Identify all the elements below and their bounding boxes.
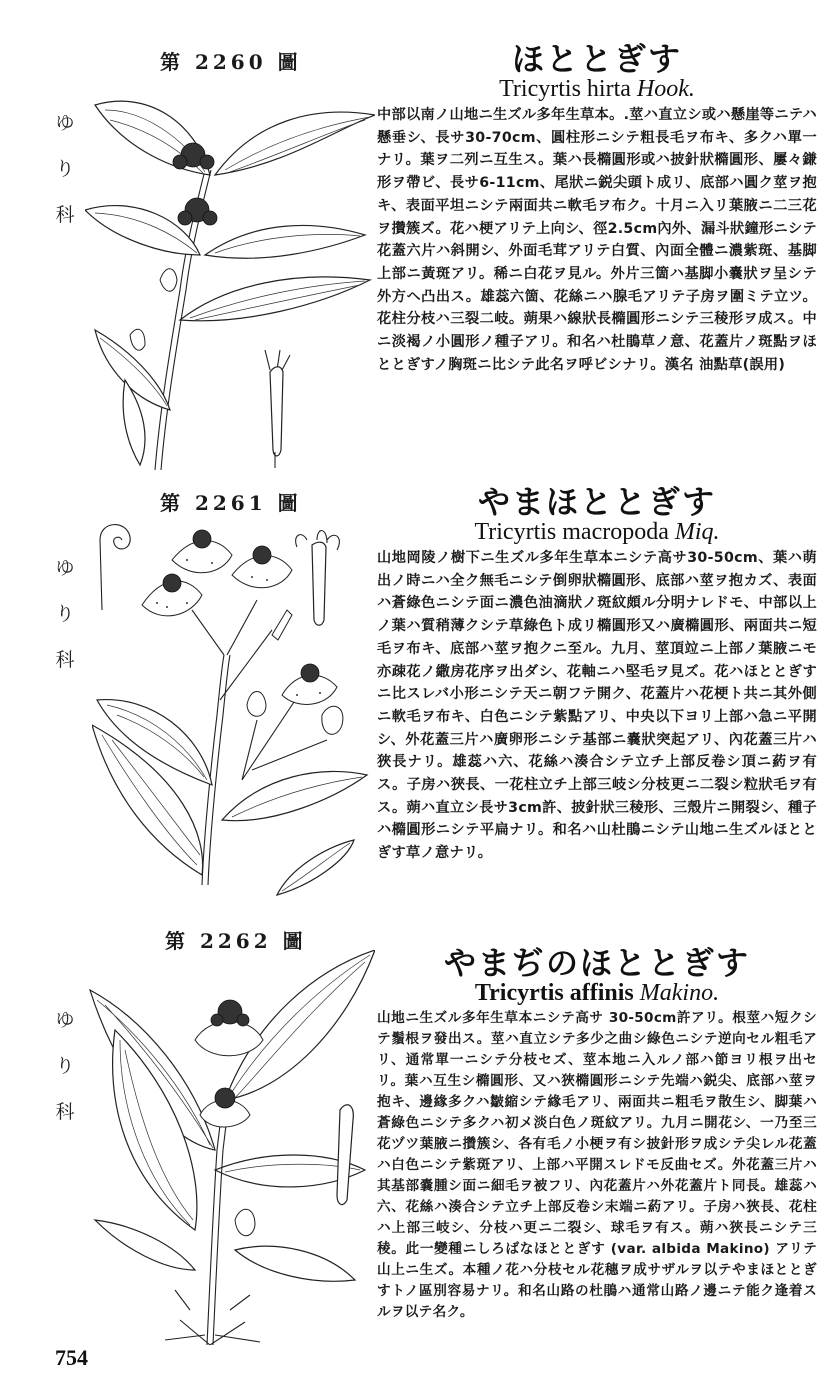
family-label: ゆ り 科	[55, 112, 75, 226]
genus-species: Tricyrtis macropoda	[474, 519, 669, 545]
illustration-tricyrtis-hirta	[85, 80, 375, 475]
figure-label: 第 2261 圖	[160, 491, 302, 515]
scientific-name	[377, 980, 817, 1006]
japanese-name: ほととぎす	[511, 40, 682, 78]
genus-species: Tricyrtis affinis	[474, 980, 634, 1006]
description: 山地岡陵ノ樹下ニ生ズル多年生草本ニシテ高サ30-50cm、葉ハ萌出ノ時ニハ全ク無毛ニシテ倒卵狀橢圓形、底部ハ莖ヲ抱カズ、表面ハ蒼綠色ニシテ面ニ濃色油滴狀ノ斑紋頗ル分明ナレドモ、中部以上ノ葉ハ質稍薄クシテ草綠色ト成リ橢圓形又ハ廣橢圓形、兩面共ニ短毛ヲ布キ、底部ハ莖ヲ抱クニ至ル。九月、莖頂竝ニ上部ノ葉腋ニモ亦疎花ノ繖房花序ヲ出ダシ、花軸ニハ堅毛ヲ見ズ。花ハほととぎすニ比スレバ小形ニシテ天ニ朝フテ開ク、花蓋片ハ花梗ト共ニ其外側ニ軟毛ヲ布キ、白色ニシテ紫點アリ、中央以下ヨリ上部ハ急ニ平開シ、外花蓋三片ハ廣卵形ニシテ基部ニ嚢狀突起アリ、內花蓋三片ハ狹長ナリ。雄蕊ハ六、花絲ハ湊合シテ立チ上部反卷シ頂ニ葯ヲ有ス。子房ハ狹長、一花柱立チ上部三岐シ分枝更ニ二裂シ粒狀毛ヲ有ス。蒴ハ直立シ長サ3cm許、披針狀三稜形、三殼片ニ開裂シ、種子ハ橢圓形ニシテ平扁ナリ。和名ハ山杜鵑ニシテ山地ニ生ズルほととぎす草ノ意ナリ。	[377, 550, 817, 862]
author: Makino.	[639, 980, 720, 1006]
family-label: ゆ り 科	[55, 557, 75, 671]
illustration-tricyrtis-affinis	[85, 950, 375, 1345]
japanese-name: やまほととぎす	[477, 483, 716, 521]
figure-label: 第 2262 圖	[165, 929, 307, 953]
scientific-name	[377, 76, 817, 102]
page-number: 754	[55, 1345, 88, 1370]
entry-text	[377, 42, 817, 376]
author: Miq.	[674, 519, 720, 545]
illustration-tricyrtis-macropoda	[92, 515, 372, 900]
author: Hook.	[636, 76, 695, 102]
scientific-name	[377, 519, 817, 545]
genus-species: Tricyrtis hirta	[499, 76, 631, 102]
entry-text	[377, 946, 817, 1323]
description: 中部以南ノ山地ニ生ズル多年生草本。.莖ハ直立シ或ハ懸崖等ニテハ懸垂シ、長サ30-70cm、圓柱形ニシテ粗長毛ヲ布キ、多クハ單一ナリ。葉ヲ二列ニ互生ス。葉ハ長橢圓形或ハ披針狀橢圓形、屢々鎌形ヲ帶ビ、長サ6-11cm、尾狀ニ鋭尖頭ト成リ、底部ハ圓ク莖ヲ抱キ、表面平坦ニシテ兩面共ニ軟毛ヲ布ク。十月ニ入リ葉腋ニ二三花ヲ攢簇ズ。花ハ梗アリテ上向シ、徑2.5cm內外、漏斗狀鐘形ニシテ花蓋六片ハ斜開シ、外面毛茸アリテ白質、內面全體ニ濃紫斑、基脚上部ニ黃斑アリ。稀ニ白花ヲ見ル。外片三箇ハ基脚小嚢狀ヲ呈シテ外方ヘ凸出ス。雄蕊六箇、花絲ニハ腺毛アリテ子房ヲ圍ミテ立ツ。花柱分枝ハ三裂二岐。蒴果ハ線狀長橢圓形ニシテ三稜形ヲ成ス。中ニ淡褐ノ小圓形ノ種子アリ。和名ハ杜鵑草ノ意、花蓋片ノ斑點ヲほととぎすノ胸斑ニ比シテ此名ヲ呼ビシナリ。漢名 油點草(誤用)	[377, 107, 817, 373]
entry-text	[377, 485, 817, 865]
description: 山地ニ生ズル多年生草本ニシテ高サ 30-50cm許アリ。根莖ハ短クシテ鬚根ヲ發出ス。莖ハ直立シテ多少之曲シ綠色ニシテ逆向セル粗毛アリ、通常單一ニシテ分枝セズ、莖本地ニ入ルノ部ハ節ヨリ根ヲ出セリ。葉ハ互生シ橢圓形、又ハ狹橢圓形ニシテ先端ハ鋭尖、底部ハ莖ヲ抱キ、邊緣多クハ皺縮シテ緣毛アリ、兩面共ニ粗毛ヲ散生シ、脚葉ハ蒼綠色ニシテ多クハ初メ淡白色ノ斑紋アリ。九月ニ開花シ、一乃至三花ヅツ葉腋ニ攢簇シ、各有毛ノ小梗ヲ有シ披針形ヲ成シテ尖レル花蓋ハ白色ニシテ紫斑アリ、上部ハ平開スレドモ反曲セズ。外花蓋三片ハ其基部嚢腫シ面ニ細毛ヲ被フリ、內花蓋片ハ外花蓋片ト同長。雄蕊ハ六、花絲ハ湊合シテ立チ上部反卷シ末端ニ葯アリ。子房ハ狹長、花柱ハ上部三岐シ、分枝ハ更ニ二裂シ、球毛ヲ有ス。蒴ハ狹長ニシテ三稜。此一變種ニしろばなほととぎす (var. albida Makino) アリテ山上ニ生ズ。本種ノ花ハ分枝セル花穗ヲ成サザルヲ以テやまほととぎすトノ區別容易ナリ。和名山路の杜鵑ハ通常山路ノ邊ニテ能ク逢着スルヲ以テ名ク。	[377, 1010, 817, 1320]
family-label: ゆ り 科	[55, 1009, 75, 1123]
japanese-name: やまぢのほととぎす	[443, 944, 750, 982]
figure-label: 第 2260 圖	[160, 50, 302, 74]
